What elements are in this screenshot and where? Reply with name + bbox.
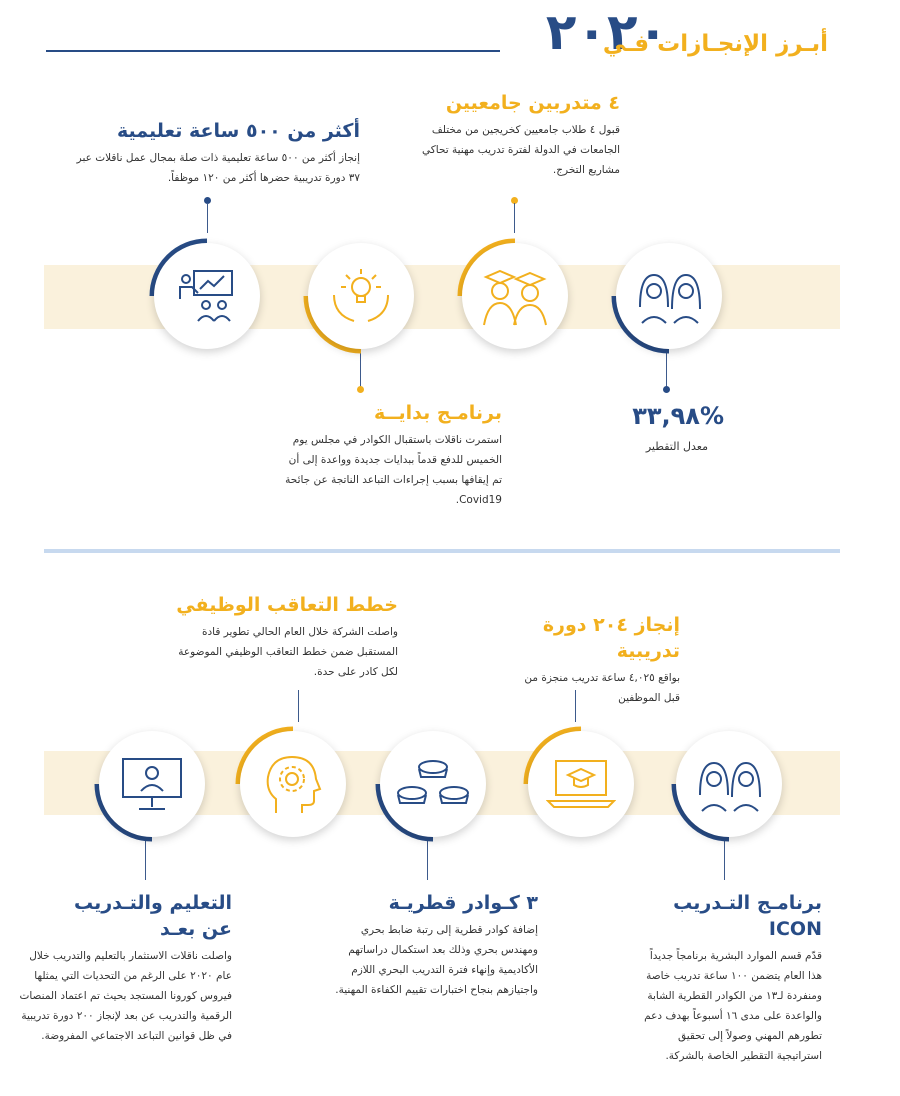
header-rule xyxy=(46,50,500,52)
cadres-circle xyxy=(380,731,486,837)
courses-connector xyxy=(575,690,576,722)
presentation-icon xyxy=(176,265,238,327)
elearning-block xyxy=(10,890,232,1046)
bidaya-title: برنامـج بدايــة xyxy=(373,402,502,424)
hours-body: إنجاز أكثر من ٥٠٠ ساعة تعليمية ذات صلة بمجال عمل ناقلات عبر ٣٧ دورة تدريبية حضرها أكثر من ١٢٠ موظفاً. xyxy=(76,152,360,184)
hours-circle xyxy=(154,243,260,349)
succession-body: واصلت الشركة خلال العام الحالي تطوير قادة المستقبل ضمن خطط التعاقب الوظيفي الموضوعة لكل كادر على حدة. xyxy=(178,626,398,678)
hours-title: أكثر من ٥٠٠ ساعة تعليمية xyxy=(117,120,360,142)
gear-head-icon xyxy=(262,751,324,817)
courses-circle xyxy=(528,731,634,837)
cadres-connector xyxy=(427,840,428,880)
courses-block xyxy=(480,612,680,708)
elearning-connector xyxy=(145,840,146,880)
elearning-circle xyxy=(99,731,205,837)
courses-title: إنجاز ٢٠٤ دورة تدريبية xyxy=(542,614,680,662)
succession-block xyxy=(168,592,398,682)
graduates-icon xyxy=(480,263,550,329)
monitor-user-icon xyxy=(119,755,185,813)
title-text: أبـرز الإنجـازات فـي xyxy=(602,31,828,57)
trainees-title: ٤ متدربين جامعيين xyxy=(445,92,620,114)
cadres-title: ٣ كـوادر قطريـة xyxy=(388,892,538,914)
title-year: ٢٠٢٠ xyxy=(545,3,668,61)
elearning-body: واصلت ناقلات الاستثمار بالتعليم والتدريب خلال عام ٢٠٢٠ على الرغم من التحديات التي يمثلها فيروس كورونا المستجد بحيث تم اعتماد المنصات الرقمية والتدريب عن بعد لإنجاز ٢٠٠ دورة تدريبية في ظل قوانين التباعد الاجتماعي المفروضة. xyxy=(19,950,232,1042)
icon-program-connector xyxy=(724,840,725,880)
trainees-connector xyxy=(514,203,515,233)
cadres-body: إضافة كوادر قطرية إلى رتبة ضابط بحري ومهندس بحري وذلك بعد استكمال دراساتهم الأكاديمية وإنهاء فترة التدريب البحري اللازم واجتيازهم بنجاح اختبارات تقييم الكفاءة المهنية. xyxy=(335,924,538,996)
qatarization-value: %٣٣,٩٨ xyxy=(632,402,724,430)
hours-block xyxy=(30,118,360,188)
trainees-circle xyxy=(462,243,568,349)
idea-hands-icon xyxy=(328,265,394,327)
courses-body: بواقع ٤,٠٢٥ ساعة تدريب منجزة من قبل الموظفين xyxy=(524,672,680,704)
qatari-people-icon xyxy=(694,755,764,815)
qatari-people-icon xyxy=(634,267,704,327)
hours-connector xyxy=(207,203,208,233)
bidaya-circle xyxy=(308,243,414,349)
bidaya-block xyxy=(270,400,502,510)
bidaya-body: استمرت ناقلات باستقبال الكوادر في مجلس يوم الخميس للدفع قدماً ببدايات جديدة وواعدة إلى أن تم إيقافها بسبب إجراءات التباعد الناتجة عن جائحة Covid19. xyxy=(285,434,502,506)
bidaya-dot xyxy=(357,386,364,393)
succession-title: خطط التعاقب الوظيفي xyxy=(176,594,398,616)
qatarization-dot xyxy=(663,386,670,393)
succession-circle xyxy=(240,731,346,837)
qatarization-circle xyxy=(616,243,722,349)
section-divider xyxy=(44,549,840,553)
icon-program-circle xyxy=(676,731,782,837)
cadres-block xyxy=(328,890,538,1000)
icon-program-title: برنامـج التـدريب ICON xyxy=(673,892,822,940)
elearning-title: التعليم والتـدريب عن بعـد xyxy=(73,892,232,940)
qatarization-label: معدل التقطير xyxy=(645,440,708,453)
captain-hats-icon xyxy=(396,755,470,813)
icon-program-block xyxy=(622,890,822,1066)
laptop-grad-icon xyxy=(546,757,616,811)
succession-connector xyxy=(298,690,299,722)
trainees-block xyxy=(390,90,620,180)
trainees-body: قبول ٤ طلاب جامعيين كخريجين من مختلف الجامعات في الدولة لفترة تدريب مهنية تحاكي مشاريع التخرج. xyxy=(422,124,620,176)
icon-program-body: قدّم قسم الموارد البشرية برنامجاً جديداً هذا العام يتضمن ١٠٠ ساعة تدريب خاصة ومنفردة لـ١٣ من الكوادر القطرية الشابة والواعدة على مدى ١٦ أسبوعاً بهدف دعم تطورهم المهني وصولاً إلى تحقيق استراتيجية التقطير الخاصة بالشركة. xyxy=(644,950,822,1062)
